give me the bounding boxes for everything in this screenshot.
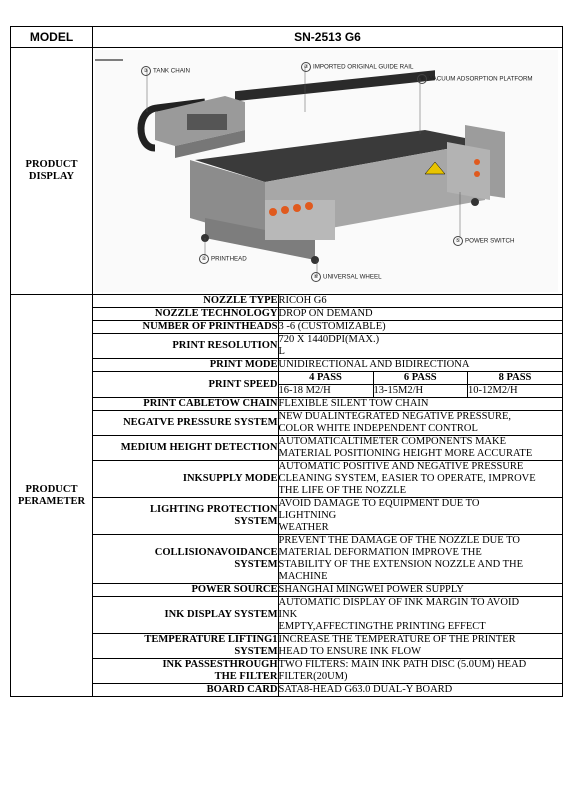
param-label: MEDIUM HEIGHT DETECTION	[93, 436, 278, 461]
param-value: NEW DUALINTEGRATED NEGATIVE PRESSURE, COLOR WHITE INDEPENDENT CONTROL	[278, 411, 562, 436]
param-value: SATA8-HEAD G63.0 DUAL-Y BOARD	[278, 684, 562, 697]
param-row-nozzle-technology	[93, 308, 562, 321]
param-value: FLEXIBLE SILENT TOW CHAIN	[278, 398, 562, 411]
callout-printhead: ② PRINTHEAD	[199, 254, 247, 264]
speed-value: 16-18 M2/H	[279, 385, 374, 398]
parameter-table	[93, 295, 562, 696]
param-row-inksupply-mode	[93, 461, 562, 498]
param-row-collisionavoidance-system	[93, 535, 562, 584]
param-row-number-of-printheads	[93, 321, 562, 334]
param-label: PRINT CABLETOW CHAIN	[93, 398, 278, 411]
param-label: TEMPERATURE LIFTING1 SYSTEM	[93, 634, 278, 659]
param-row-print-cabletow-chain	[93, 398, 562, 411]
callout-universal-wheel: ⑥ UNIVERSAL WHEEL	[311, 272, 382, 282]
spec-table	[10, 26, 563, 697]
param-value: PREVENT THE DAMAGE OF THE NOZZLE DUE TO MATERIAL DEFORMATION IMPROVE THE STABILITY OF THE EXTENSION NOZZLE AND THE MACHINE	[278, 535, 562, 584]
param-label: POWER SOURCE	[93, 584, 278, 597]
param-label: PRINT RESOLUTION	[93, 334, 278, 359]
print-speed-table	[279, 372, 563, 397]
param-label: NUMBER OF PRINTHEADS	[93, 321, 278, 334]
param-label: INK DISPLAY SYSTEM	[93, 597, 278, 634]
param-row-print-resolution	[93, 334, 562, 359]
param-row-ink-passesthrough-the-filter	[93, 659, 562, 684]
param-value: AVOID DAMAGE TO EQUIPMENT DUE TO LIGHTNING WEATHER	[278, 498, 562, 535]
param-row-medium-height-detection	[93, 436, 562, 461]
speed-pass-header: 8 PASS	[468, 372, 563, 385]
param-value: AUTOMATICALTIMETER COMPONENTS MAKE MATERIAL POSITIONING HEIGHT MORE ACCURATE	[278, 436, 562, 461]
print-speed-cell	[278, 372, 562, 398]
param-label: COLLISIONAVOIDANCE SYSTEM	[93, 535, 278, 584]
param-label: BOARD CARD	[93, 684, 278, 697]
product-display-label: PRODUCT DISPLAY	[11, 48, 93, 295]
param-label: NOZZLE TECHNOLOGY	[93, 308, 278, 321]
speed-value: 10-12M2/H	[468, 385, 563, 398]
param-value: DROP ON DEMAND	[278, 308, 562, 321]
param-label: PRINT MODE	[93, 359, 278, 372]
param-label: INKSUPPLY MODE	[93, 461, 278, 498]
param-value: AUTOMATIC POSITIVE AND NEGATIVE PRESSURE CLEANING SYSTEM, EASIER TO OPERATE, IMPROVE THE LIFE OF THE NOZZLE	[278, 461, 562, 498]
param-value: AUTOMATIC DISPLAY OF INK MARGIN TO AVOID INK EMPTY,AFFECTINGTHE PRINTING EFFECT	[278, 597, 562, 634]
param-label: NOZZLE TYPE	[93, 295, 278, 308]
param-row-ink-display-system	[93, 597, 562, 634]
param-label: INK PASSESTHROUGH THE FILTER	[93, 659, 278, 684]
param-value: 720 X 1440DPI(MAX.) L	[278, 334, 562, 359]
param-value: 3 -6 (CUSTOMIZABLE)	[278, 321, 562, 334]
speed-pass-header: 6 PASS	[373, 372, 468, 385]
callout-power-switch: ⑤ POWER SWITCH	[453, 236, 515, 246]
param-row-board-card	[93, 684, 562, 697]
param-value: TWO FILTERS: MAIN INK PATH DISC (5.0UM) HEAD FILTER(20UM)	[278, 659, 562, 684]
param-value: UNIDIRECTIONAL AND BIDIRECTIONA	[278, 359, 562, 372]
param-row-nozzle-type	[93, 295, 562, 308]
product-display-cell	[93, 48, 563, 295]
model-label: MODEL	[11, 27, 93, 48]
param-value: INCREASE THE TEMPERATURE OF THE PRINTER HEAD TO ENSURE INK FLOW	[278, 634, 562, 659]
param-row-negatve-pressure-system	[93, 411, 562, 436]
printer-image	[95, 50, 558, 292]
speed-value: 13-15M2/H	[373, 385, 468, 398]
param-value: RICOH G6	[278, 295, 562, 308]
speed-pass-header: 4 PASS	[279, 372, 374, 385]
callout-tank-chain: ③ TANK CHAIN	[141, 66, 190, 76]
model-value: SN-2513 G6	[93, 27, 563, 48]
param-row-temperature-lifting1-system	[93, 634, 562, 659]
param-label: NEGATVE PRESSURE SYSTEM	[93, 411, 278, 436]
callout-vacuum-platform: ④ VACUUM ADSORPTION PLATFORM	[417, 74, 533, 84]
parameter-cell	[93, 295, 563, 697]
param-label: LIGHTING PROTECTION SYSTEM	[93, 498, 278, 535]
flatbed-printer-illustration	[95, 50, 560, 292]
param-label: PRINT SPEED	[93, 372, 278, 398]
product-parameter-label: PRODUCT PERAMETER	[11, 295, 93, 697]
spec-sheet	[10, 26, 563, 697]
param-row-print-speed	[93, 372, 562, 398]
callout-guide-rail: ③ IMPORTED ORIGINAL GUIDE RAIL	[301, 62, 413, 72]
param-row-lighting-protection-system	[93, 498, 562, 535]
param-value: SHANGHAI MINGWEI POWER SUPPLY	[278, 584, 562, 597]
param-row-print-mode	[93, 359, 562, 372]
param-row-power-source	[93, 584, 562, 597]
